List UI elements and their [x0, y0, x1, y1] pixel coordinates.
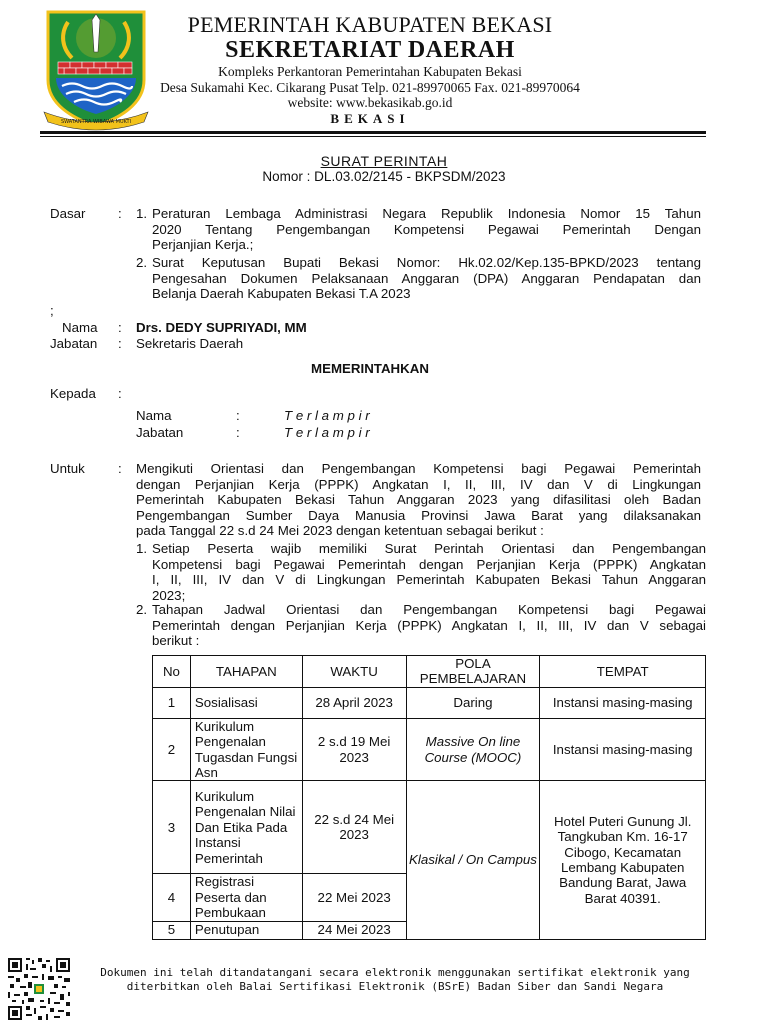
kepada-nama-label: Nama: [136, 408, 172, 423]
kepada-colon: :: [118, 386, 122, 401]
letterhead-address: Kompleks Perkantoran Pemerintahan Kabupaten Bekasi: [218, 64, 522, 79]
table-header-cell: TAHAPAN: [190, 656, 302, 688]
table-header-cell: POLA PEMBELAJARAN: [406, 656, 540, 688]
kepada-jabatan-value: T e r l a m p i r: [284, 425, 370, 440]
kepada-jabatan-label: Jabatan: [136, 425, 184, 440]
untuk-intro-line-1: Mengikuti Orientasi dan Pengembangan Kompetensi bagi Pegawai Pemerintah: [136, 461, 701, 476]
untuk-item-1-line-3: I, II, III, IV dan V di Lingkungan Pemerintah Kabupaten Bekasi Tahun Anggaran: [152, 572, 706, 588]
untuk-intro-line-4: Pengembangan Sumber Daya Manusia Provinsi Jawa Barat yang dilaksanakan: [136, 507, 701, 523]
table-header-row: [153, 656, 706, 688]
dasar-item-2-line-2: Pengesahan Dokumen Pelaksanaan Anggaran (DPA) Anggaran Pendapatan dan: [152, 270, 701, 286]
table-cell-tahapan: Kurikulum Pengenalan Tugasdan Fungsi Asn: [190, 718, 302, 781]
qr-code-icon: [6, 956, 72, 1022]
table-cell-waktu: 24 Mei 2023: [302, 921, 406, 939]
table-cell-pola: Daring: [406, 687, 540, 718]
table-header-cell: TEMPAT: [540, 656, 706, 688]
untuk-intro-line-3: Pemerintah Kabupaten Bekasi Tahun Anggaran 2023 yang difasilitasi oleh Badan: [136, 492, 701, 508]
kepada-nama-colon: :: [236, 408, 240, 423]
dasar-item-1-line-2: 2020 Tentang Pengembangan Kompetensi Pegawai Pemerintah Dengan: [152, 221, 701, 237]
untuk-item-1-number: 1.: [136, 541, 148, 556]
dasar-item-2-number: 2.: [136, 255, 148, 270]
bekasi-regency-coat-of-arms-logo: [40, 8, 152, 132]
jabatan-label: Jabatan: [50, 336, 98, 351]
table-cell-pola-merged: Klasikal / On Campus: [406, 781, 540, 939]
official-name: Drs. DEDY SUPRIYADI, MM: [136, 320, 307, 335]
untuk-colon: :: [118, 461, 122, 476]
dasar-item-1-line-3: Perjanjian Kerja.;: [152, 237, 254, 253]
kepada-nama-value: T e r l a m p i r: [284, 408, 370, 423]
untuk-intro-line-5: pada Tanggal 22 s.d 24 Mei 2023 dengan ketentuan sebagai berikut :: [136, 523, 544, 539]
electronic-signature-notice: [100, 966, 690, 994]
table-cell-tempat-merged: Hotel Puteri Gunung Jl. Tangkuban Km. 16-17 Cibogo, Kecamatan Lembang Kabupaten Bandung Barat, Jawa Barat 40391.: [540, 781, 706, 939]
memerintahkan-heading: MEMERINTAHKAN: [311, 361, 429, 376]
letterhead-divider-thin: [40, 136, 706, 137]
table-cell-pola: Massive On line Course (MOOC): [406, 718, 540, 781]
footer-line-2: diterbitkan oleh Balai Sertifikasi Elektronik (BSrE) Badan Siber dan Sandi Negara: [126, 980, 664, 993]
table-cell-no: 1: [153, 687, 191, 718]
untuk-item-2-number: 2.: [136, 602, 148, 617]
dasar-colon: :: [118, 206, 122, 221]
table-header-cell: No: [153, 656, 191, 688]
table-header-cell: WAKTU: [302, 656, 406, 688]
kepada-jabatan-colon: :: [236, 425, 240, 440]
table-cell-waktu: 22 s.d 24 Mei 2023: [302, 781, 406, 874]
table-row: [153, 781, 706, 874]
untuk-item-2-line-3: berikut :: [152, 633, 200, 649]
dasar-item-1-number: 1.: [136, 206, 148, 221]
letterhead-government-name: PEMERINTAH KABUPATEN BEKASI: [187, 12, 553, 37]
table-cell-no: 5: [153, 921, 191, 939]
table-cell-tahapan: Sosialisasi: [190, 687, 302, 718]
official-position: Sekretaris Daerah: [136, 336, 244, 351]
dasar-item-2-line-3: Belanja Daerah Kabupaten Bekasi T.A 2023: [152, 286, 411, 302]
untuk-item-2-line-2: Pemerintah dengan Perjanjian Kerja (PPPK) Angkatan I, II, III, IV dan V sebagai: [152, 617, 706, 633]
untuk-item-1-line-2: Kompetensi bagi Pegawai Pemerintah dengan Perjanjian Kerja (PPPK) Angkatan: [152, 556, 706, 572]
nama-colon: :: [118, 320, 122, 335]
stray-semicolon: ;: [50, 303, 54, 318]
document-number: Nomor : DL.03.02/2145 - BKPSDM/2023: [262, 169, 506, 184]
footer-line-1: Dokumen ini telah ditandatangani secara elektronik menggunakan sertifikat elektronik yang: [100, 966, 690, 979]
logo-motto: SWATANTRA WIBAWA MUKTI: [60, 119, 132, 125]
table-cell-no: 3: [153, 781, 191, 874]
jabatan-colon: :: [118, 336, 122, 351]
table-cell-tempat: Instansi masing-masing: [540, 687, 706, 718]
table-cell-tahapan: Kurikulum Pengenalan Nilai Dan Etika Pada Instansi Pemerintah: [190, 781, 302, 874]
untuk-intro-line-2: dengan Perjanjian Kerja (PPPK) Angkatan I, II, III, IV dan V di Lingkungan: [136, 476, 701, 492]
table-cell-no: 4: [153, 874, 191, 921]
untuk-item-1-line-1: Setiap Peserta wajib memiliki Surat Perintah Orientasi dan Pengembangan: [152, 541, 706, 556]
letterhead-city: BEKASI: [330, 111, 410, 126]
table-row: [153, 718, 706, 781]
table-cell-tempat: Instansi masing-masing: [540, 718, 706, 781]
table-cell-tahapan: Registrasi Peserta dan Pembukaan: [190, 874, 302, 921]
table-cell-waktu: 22 Mei 2023: [302, 874, 406, 921]
table-cell-waktu: 2 s.d 19 Mei 2023: [302, 718, 406, 781]
table-cell-tahapan: Penutupan: [190, 921, 302, 939]
dasar-item-1-line-1: Peraturan Lembaga Administrasi Negara Republik Indonesia Nomor 15 Tahun: [152, 206, 701, 221]
letterhead-office-name: SEKRETARIAT DAERAH: [225, 37, 515, 63]
untuk-label: Untuk: [50, 461, 85, 476]
document-title: SURAT PERINTAH: [320, 153, 448, 169]
letterhead-website: website: www.bekasikab.go.id: [287, 95, 453, 110]
letterhead-contact: Desa Sukamahi Kec. Cikarang Pusat Telp. 021-89970065 Fax. 021-89970064: [160, 80, 580, 95]
nama-label: Nama: [62, 320, 98, 335]
dasar-item-2-line-1: Surat Keputusan Bupati Bekasi Nomor: Hk.02.02/Kep.135-BPKD/2023 tentang: [152, 255, 701, 270]
untuk-item-1-line-4: 2023;: [152, 587, 186, 603]
untuk-item-2-line-1: Tahapan Jadwal Orientasi dan Pengembangan Kompetensi bagi Pegawai: [152, 602, 706, 617]
table-cell-waktu: 28 April 2023: [302, 687, 406, 718]
dasar-label: Dasar: [50, 206, 86, 221]
letterhead-divider-thick: [40, 131, 706, 134]
table-row: [153, 687, 706, 718]
schedule-table: [152, 655, 706, 940]
kepada-label: Kepada: [50, 386, 96, 401]
table-cell-no: 2: [153, 718, 191, 781]
